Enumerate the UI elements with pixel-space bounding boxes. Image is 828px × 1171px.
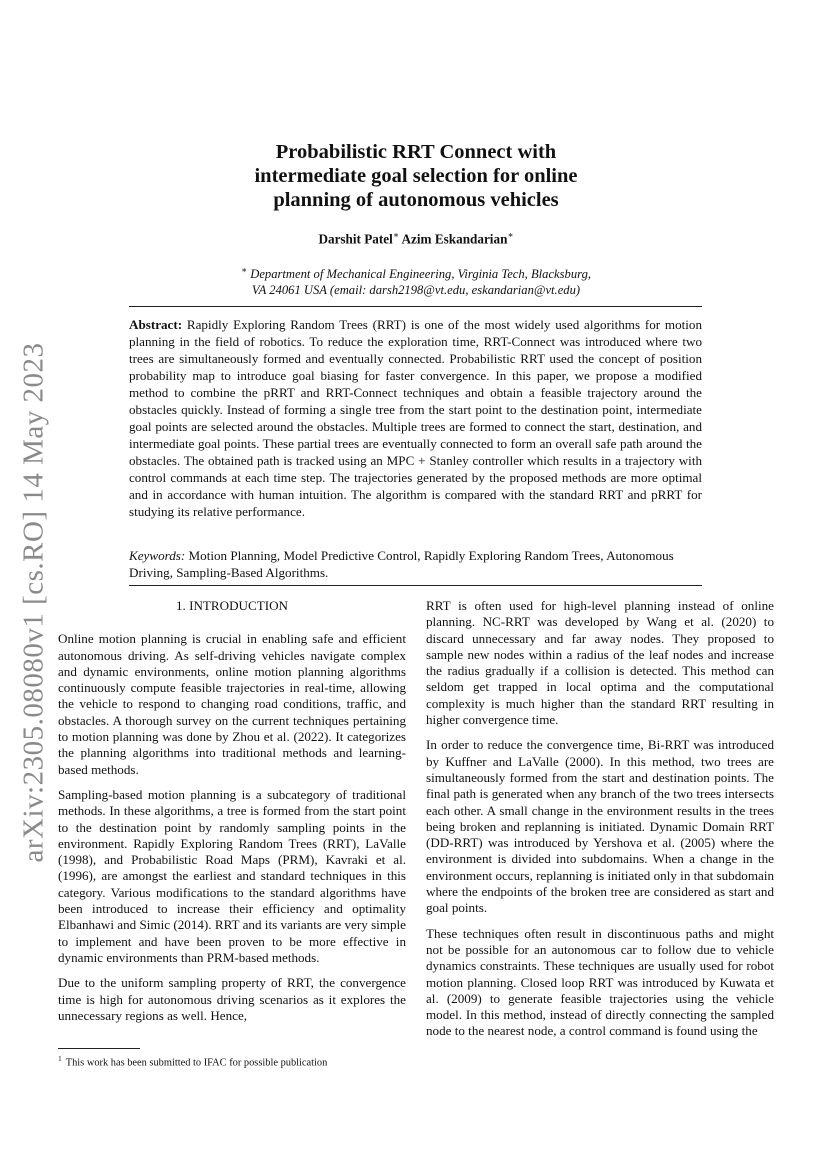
abstract-label: Abstract: <box>129 317 183 332</box>
abstract <box>129 316 702 520</box>
affiliation <box>130 262 702 298</box>
keywords-label: Keywords: <box>129 548 186 563</box>
paragraph: Sampling-based motion planning is a subcategory of traditional methods. In these algorithms, a tree is formed from the start point to the destination point by randomly sampling points in the environment. Rapidly Exploring Random Trees (RRT), LaValle (1998), and Probabilistic Road Maps (PRM), Kavraki et al. (1996), are amongst the earliest and standard techniques in this category. Various modifications to the standard algorithms have been introduced to increase their efficiency and optimality Elbanhawi and Simic (2014). RRT and its variants are very simple to implement and have been proven to be more effective in dynamic environments than PRM-based methods. <box>58 786 406 965</box>
right-column <box>426 598 774 1049</box>
top-rule <box>129 306 702 307</box>
affiliation-line: Department of Mechanical Engineering, Virginia Tech, Blacksburg, <box>250 267 592 282</box>
affiliation-line: VA 24061 USA (email: darsh2198@vt.edu, eskandarian@vt.edu) <box>251 283 581 298</box>
abstract-text: Rapidly Exploring Random Trees (RRT) is one of the most widely used algorithms for motion planning in the field of robotics. To reduce the exploration time, RRT-Connect was introduced where two trees are simultaneously formed and eventually connected. Probabilistic RRT used the concept of position probability map to introduce goal biasing for faster convergence. In this paper, we propose a modified method to combine the pRRT and RRT-Connect techniques and obtain a feasible trajectory around the obstacles quickly. Instead of forming a single tree from the start point to the destination point, intermediate goal points are selected around the obstacles. Multiple trees are formed to connect the start, destination, and intermediate goal points. These partial trees are eventually connected to form an overall safe path around the obstacles. The obtained path is tracked using an MPC + Stanley controller which results in a trajectory with control commands at each time step. The trajectories generated by the proposed methods are more optimal and in accordance with human intuition. The algorithm is compared with the standard RRT and pRRT for studying its relative performance. <box>129 317 702 519</box>
affiliation-mark: ∗ <box>240 265 248 275</box>
author-mark: ∗ <box>392 230 399 240</box>
author-name: Azim Eskandarian <box>401 231 508 247</box>
arxiv-identifier-text: arXiv:2305.08080v1 [cs.RO] 14 May 2023 <box>17 341 50 863</box>
footnote-text: This work has been submitted to IFAC for possible publication <box>65 1057 328 1069</box>
keywords-text: Motion Planning, Model Predictive Control, Rapidly Exploring Random Trees, Autonomous Driving, Sampling-Based Algorithms. <box>129 548 674 580</box>
left-column <box>58 598 406 1033</box>
footnote <box>58 1054 327 1068</box>
paper-title <box>130 140 702 212</box>
keywords <box>129 547 702 581</box>
title-line: Probabilistic RRT Connect with <box>275 141 557 163</box>
title-line: intermediate goal selection for online <box>254 165 578 187</box>
paragraph: These techniques often result in discontinuous paths and might not be possible for an autonomous car to follow due to vehicle dynamics constraints. These techniques are usually used for robot motion planning. Closed loop RRT was introduced by Kuwata et al. (2009) to generate feasible trajectories using the vehicle model. In this method, instead of directly connecting the sampled node to the nearest node, a control command is found using the <box>426 925 774 1039</box>
author-list <box>130 230 702 247</box>
paragraph: Due to the uniform sampling property of RRT, the convergence time is high for autonomous driving scenarios as it explores the unnecessary regions as well. Hence, <box>58 975 406 1023</box>
arxiv-identifier-stamp <box>12 341 56 863</box>
section-heading: 1. INTRODUCTION <box>175 598 288 613</box>
paragraph: In order to reduce the convergence time, Bi-RRT was introduced by Kuffner and LaValle (2000). In this method, two trees are simultaneously formed from the start and destination points. The final path is generated when any branch of the two trees intersects each other. A small change in the environment results in the trees being broken and replanning is initiated. Dynamic Domain RRT (DD-RRT) was introduced by Yershova et al. (2005) where the environment is divided into subdomains. When a change in the environment occurs, replanning is initiated only in that subdomain where the endpoints of the broken tree are considered as start and goal points. <box>426 737 775 916</box>
author-name: Darshit Patel <box>318 231 393 247</box>
title-line: planning of autonomous vehicles <box>273 189 559 211</box>
bottom-rule <box>129 585 702 586</box>
footnote-mark: 1 <box>58 1054 62 1063</box>
footnote-rule <box>58 1048 140 1049</box>
paragraph: RRT is often used for high-level planning instead of online planning. NC-RRT was developed by Wang et al. (2020) to discard unnecessary and far away nodes. They proposed to sample new nodes within a radius of the leaf nodes and increase the radius gradually if a collision is detected. This method can seldom get trapped in local optima and the computational complexity is much higher than the standard RRT resulting in higher convergence time. <box>426 598 774 728</box>
author-mark: ∗ <box>507 230 514 240</box>
paragraph: Online motion planning is crucial in enabling safe and efficient autonomous driving. As self-driving vehicles navigate complex and dynamic environments, online motion planning algorithms continuously compute feasible trajectories in real-time, allowing the vehicle to respond to changing road conditions, traffic, and obstacles. A thorough survey on the current techniques pertaining to motion planning was done by Zhou et al. (2022). It categorizes the planning algorithms into traditional methods and learning-based methods. <box>58 631 406 777</box>
